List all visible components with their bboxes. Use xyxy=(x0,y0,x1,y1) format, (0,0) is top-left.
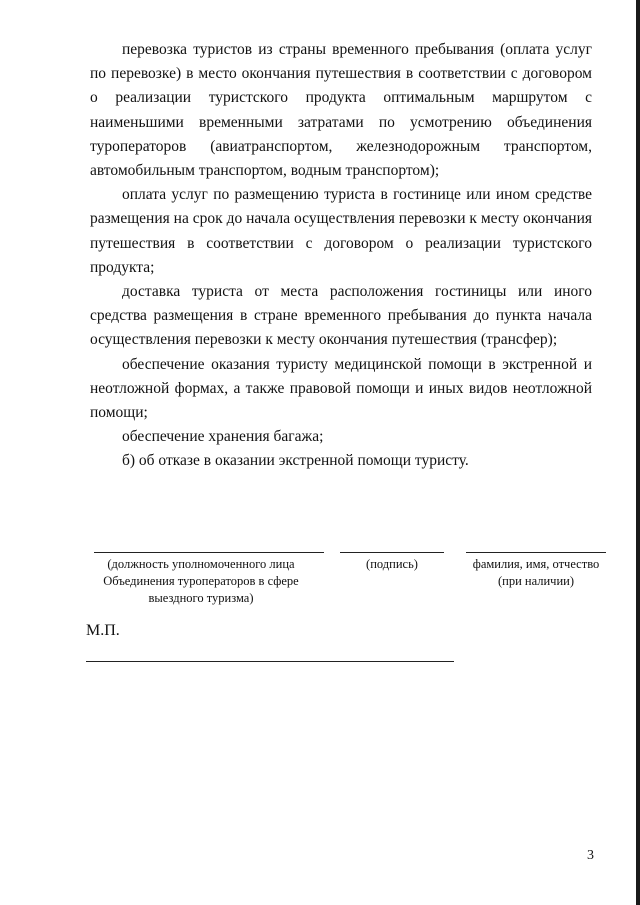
paragraph-refusal: б) об отказе в оказании экстренной помощи туристу. xyxy=(122,452,469,470)
paragraph-medical-help: обеспечение оказания туристу медицинской помощи в экстренной и неотложной формах, а также правовой помощи и иных видов неотложной помощи; xyxy=(90,355,592,422)
position-caption: (должность уполномоченного лица Объединения туроператоров в сфере выездного туризма) xyxy=(103,557,299,605)
document-body xyxy=(90,38,592,474)
name-signature-line xyxy=(466,552,606,553)
position-signature-line xyxy=(94,552,324,553)
scan-page-edge xyxy=(636,0,640,905)
signature-caption: (подпись) xyxy=(366,557,418,571)
signature-line xyxy=(340,552,444,553)
paragraph-transfer: доставка туриста от места расположения гостиницы или иного средства размещения в стране временного пребывания до пункта начала осуществления перевозки к месту окончания путешествия (трансфер); xyxy=(90,283,592,349)
paragraph-accommodation: оплата услуг по размещению туриста в гостинице или ином средстве размещения на срок до начала осуществления перевозки к месту окончания путешествия в соответствии с договором о реализации туристского продукта; xyxy=(90,186,592,276)
page-number: 3 xyxy=(587,848,594,863)
paragraph-baggage: обеспечение хранения багажа; xyxy=(122,428,324,446)
stamp-label: М.П. xyxy=(86,622,120,639)
paragraph-transport: перевозка туристов из страны временного пребывания (оплата услуг по перевозке) в место окончания путешествия в соответствии с договором о реализации туристского продукта оптимальным маршрутом с наименьшими временными затратами по усмотрению объединения туроператоров (авиатранспортом, железнодорожным транспортом, автомобильным транспортом, водным транспортом); xyxy=(90,41,592,180)
bottom-rule xyxy=(86,661,454,662)
name-caption: фамилия, имя, отчество (при наличии) xyxy=(472,557,600,588)
